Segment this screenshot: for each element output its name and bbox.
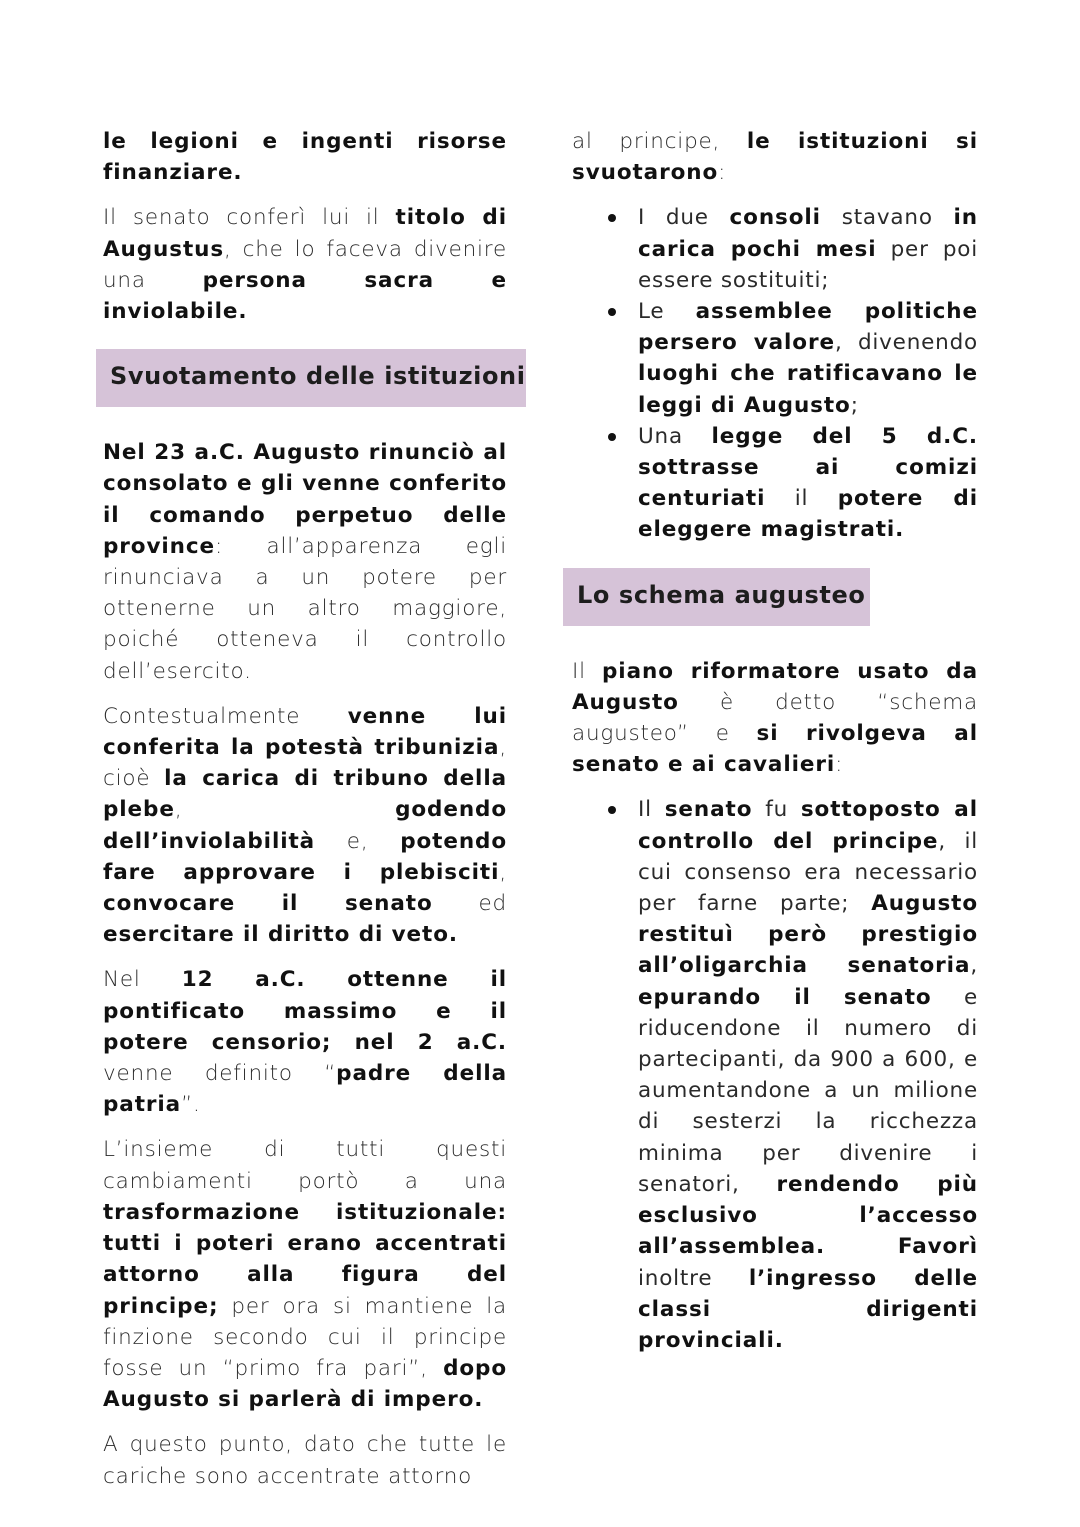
text: , divenendo — [834, 330, 978, 356]
bold-text: esercitare il diritto di veto. — [103, 922, 458, 948]
text: Il senato conferì lui il — [103, 205, 396, 231]
text: : all’apparenza egli rinunciava a un potere per ottenerne un altro maggiore, poiché otteneva il controllo dell’esercito. — [103, 533, 507, 684]
bold-text: titolo di Augustus — [103, 205, 507, 262]
paragraph — [103, 1429, 507, 1491]
bullet-list — [572, 202, 978, 545]
text: Il — [572, 658, 603, 684]
text: , — [499, 859, 507, 885]
paragraph — [103, 964, 507, 1120]
list-item — [638, 421, 978, 546]
bold-text: luoghi che ratificavano le leggi di Augusto — [638, 361, 978, 418]
bold-text: 12 a.C. ottenne il pontificato massimo e il potere censorio; nel 2 a.C. — [103, 967, 507, 1055]
bold-text: convocare il senato — [103, 891, 433, 917]
text: stavano — [820, 205, 954, 231]
paragraph — [103, 701, 507, 951]
bold-text: sottoposto al controllo del principe — [638, 797, 978, 854]
text: venne definito “ — [103, 1061, 337, 1087]
text: Contestualmente — [103, 703, 348, 729]
text: al principe, — [572, 129, 747, 154]
text: Nel — [103, 967, 182, 993]
paragraph — [103, 1134, 507, 1415]
text: Una — [638, 423, 712, 449]
bold-text: Nel 23 a.C. Augusto rinunciò al consolato e gli venne conferito il comando perpetuo delle province — [103, 440, 507, 559]
bold-text: persona sacra e inviolabile. — [103, 267, 508, 325]
text: L’insieme di tutti questi cambiamenti portò a una — [103, 1137, 507, 1194]
paragraph — [103, 437, 507, 687]
bold-text: dopo Augusto si parlerà di impero. — [103, 1355, 507, 1413]
left-column — [103, 126, 526, 1506]
bold-text: assemblee politiche persero valore — [638, 299, 978, 356]
text: è detto “schema augusteo” e — [572, 689, 978, 747]
text: Il — [638, 797, 665, 823]
paragraph — [103, 126, 507, 188]
list-item — [638, 296, 978, 421]
text: : — [718, 160, 727, 186]
text: I due — [638, 205, 730, 231]
bold-text: la carica di tribuno della plebe — [103, 766, 508, 823]
text: : — [835, 752, 844, 778]
bold-text: si rivolgeva al senato e ai cavalieri — [572, 721, 978, 778]
right-column — [572, 126, 978, 1370]
bullet-list — [572, 794, 978, 1356]
text: , — [174, 797, 396, 823]
section-heading-schema-augusteo: Lo schema augusteo — [563, 568, 870, 626]
bold-text: le istituzioni si svuotarono — [572, 129, 978, 186]
text: per poi essere sostituiti; — [638, 236, 979, 293]
bold-text: l’ingresso delle classi dirigenti provinciali. — [638, 1265, 978, 1353]
paragraph — [572, 126, 978, 188]
text: ; — [850, 392, 859, 418]
bold-text: consoli — [729, 205, 821, 231]
bold-text: padre della patria — [103, 1061, 508, 1118]
bold-text: epurando il senato — [638, 984, 932, 1010]
text: , cioè — [103, 735, 507, 792]
text: A questo punto, dato che tutte le cariche sono accentrate attorno — [103, 1432, 507, 1489]
text: ed — [432, 891, 507, 917]
paragraph — [103, 202, 507, 327]
text: ”. — [181, 1092, 201, 1118]
text: , — [970, 953, 978, 979]
bold-text: in carica pochi mesi — [638, 205, 978, 262]
bold-text: potendo fare approvare i plebisciti — [103, 828, 507, 885]
text: e riducendone il numero di partecipanti, da 900 a 600, e aumentandone a un milione di sesterzi la ricchezza minima per divenire i senatori, — [638, 984, 978, 1197]
bold-text: piano riformatore usato da Augusto — [572, 658, 978, 715]
paragraph — [572, 656, 978, 781]
bold-text: godendo dell’inviolabilità — [103, 797, 507, 854]
list-item — [638, 794, 978, 1356]
bold-text: le legioni e ingenti risorse finanziare. — [103, 129, 507, 186]
bold-text: potere di eleggere magistrati. — [638, 486, 978, 543]
bold-text: rendendo più esclusivo l’accesso all’assemblea. Favorì — [638, 1171, 979, 1260]
text: inoltre — [638, 1265, 749, 1291]
text: , che lo faceva divenire una — [103, 236, 507, 293]
text: fu — [752, 797, 801, 823]
bold-text: venne lui conferita la potestà tribunizia — [103, 703, 507, 761]
text: e, — [315, 828, 401, 854]
text: per ora si mantiene la finzione secondo cui il principe fosse un “primo fra pari”, — [103, 1293, 507, 1381]
bold-text: Augusto restituì però prestigio all’oligarchia senatoria — [638, 891, 978, 979]
text: , il cui consenso era necessario per farne parte; — [638, 828, 978, 917]
bold-text: senato — [664, 797, 753, 823]
section-heading-svuotamento: Svuotamento delle istituzioni — [96, 349, 526, 407]
text: il — [765, 486, 838, 512]
list-item — [638, 202, 978, 296]
bold-text: trasformazione istituzionale: tutti i poteri erano accentrati attorno alla figura del principe; — [103, 1199, 507, 1319]
text: Le — [638, 299, 696, 325]
bold-text: legge del 5 d.C. sottrasse ai comizi centuriati — [638, 423, 978, 512]
